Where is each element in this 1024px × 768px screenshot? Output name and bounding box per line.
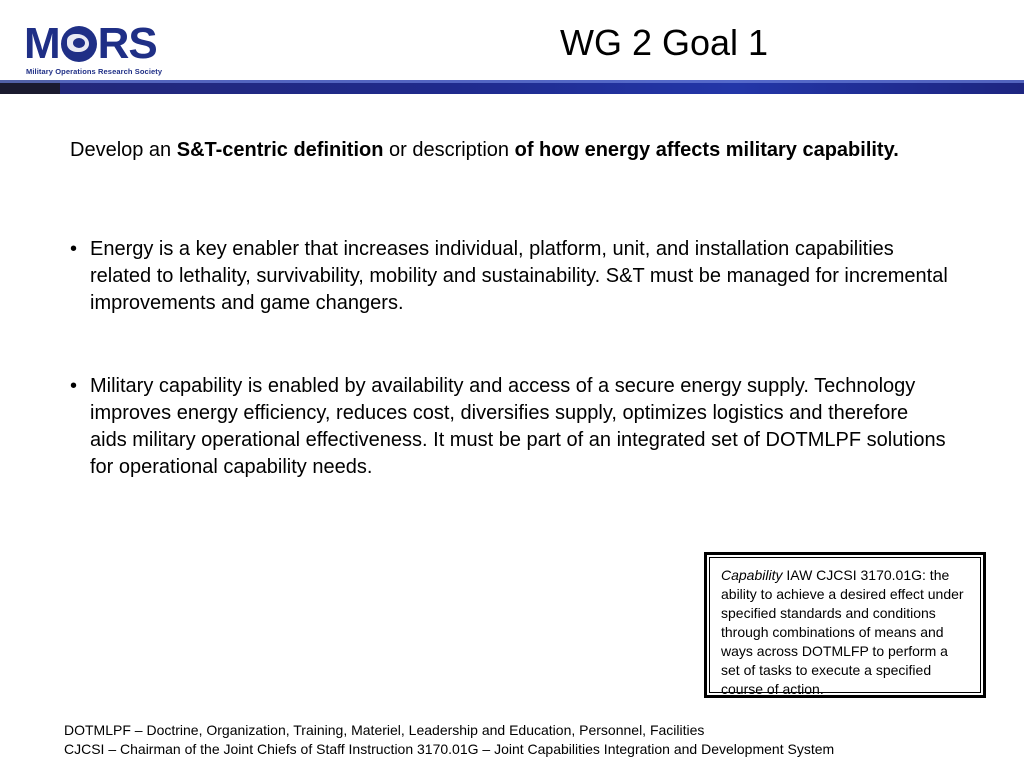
globe-icon bbox=[61, 26, 97, 62]
definition-text: IAW CJCSI 3170.01G: the ability to achieve a desired effect under specified standards and conditions through combinations of means and ways across DOTMLFP to perform a set of tasks to execute a specified course of action. bbox=[721, 567, 964, 697]
bullet-text: Energy is a key enabler that increases individual, platform, unit, and installation capabilities related to lethality, survivability, mobility and sustainability. S&T must be managed for incremental improvements and game changers. bbox=[90, 238, 948, 314]
bullet-marker: • bbox=[70, 238, 78, 260]
logo-caption: Military Operations Research Society bbox=[26, 67, 163, 76]
bullet-item bbox=[70, 236, 950, 317]
footnote-cjcsi: CJCSI – Chairman of the Joint Chiefs of Staff Instruction 3170.01G – Joint Capabilities Integration and Development System bbox=[64, 741, 835, 757]
bullet-item bbox=[70, 373, 950, 481]
goal-text-2: or description bbox=[383, 139, 515, 161]
goal-text-1: Develop an bbox=[70, 139, 177, 161]
bullet-marker: • bbox=[70, 375, 78, 397]
bullet-text: Military capability is enabled by availability and access of a secure energy supply. Technology improves energy efficiency, reduces cost, diversifies supply, optimizes logistics and therefore aids military operational effectiveness. It must be part of an integrated set of DOTMLPF solutions for operational capability needs. bbox=[90, 375, 946, 478]
header-rule bbox=[0, 80, 1024, 94]
goal-bold-2: of how energy affects military capability. bbox=[514, 139, 899, 161]
definition-term: Capability bbox=[721, 567, 783, 583]
logo-letter-m: M bbox=[24, 19, 60, 68]
footnotes bbox=[64, 721, 1004, 759]
definition-box-content bbox=[709, 557, 981, 697]
goal-statement bbox=[70, 136, 930, 164]
logo-wordmark bbox=[24, 19, 157, 68]
footnote-dotmlpf: DOTMLPF – Doctrine, Organization, Training, Materiel, Leadership and Education, Personnel, Facilities bbox=[64, 722, 705, 738]
logo-letters-rs: RS bbox=[97, 19, 157, 68]
slide-title: WG 2 Goal 1 bbox=[560, 22, 769, 63]
mors-logo bbox=[24, 19, 180, 78]
goal-bold-1: S&T-centric definition bbox=[176, 139, 384, 161]
definition-box bbox=[704, 552, 986, 698]
header-rule-highlight bbox=[0, 80, 1024, 83]
